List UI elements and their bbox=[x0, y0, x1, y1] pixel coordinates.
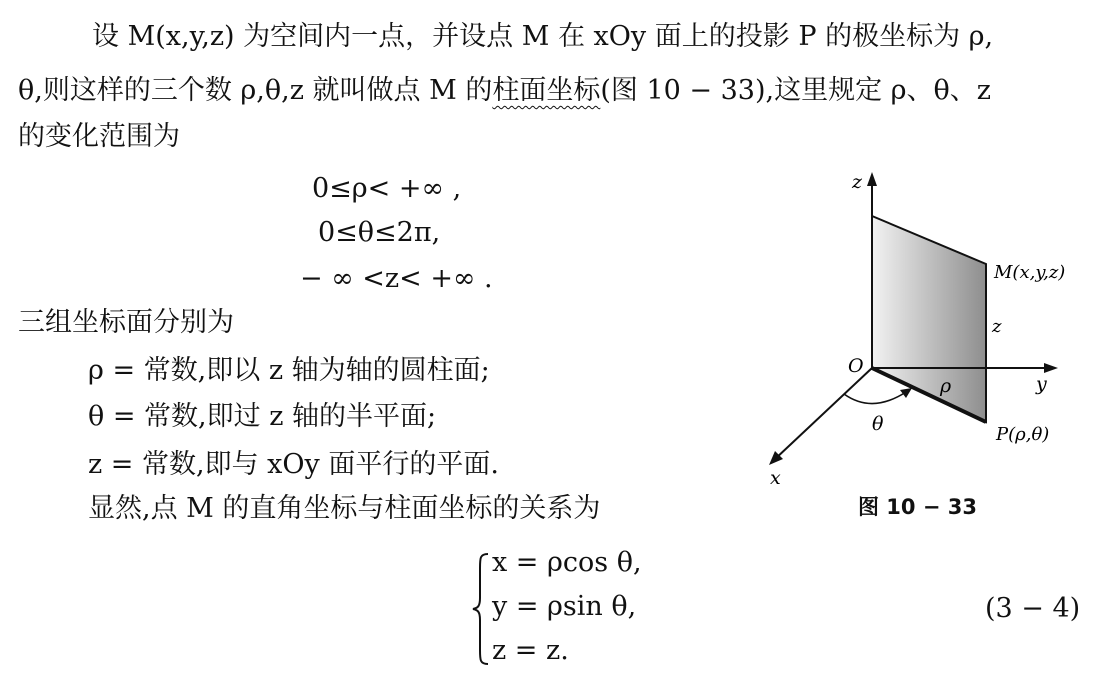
y-axis-arrow bbox=[1044, 363, 1058, 373]
y-axis-label: y bbox=[1036, 373, 1047, 395]
theta-arc bbox=[844, 392, 906, 404]
equation-number: (3 − 4) bbox=[985, 593, 1081, 624]
rho-label: ρ bbox=[940, 375, 952, 397]
point-M-label: M(x,y,z) bbox=[994, 262, 1066, 283]
equation-z: z = z. bbox=[492, 635, 569, 666]
paragraph1-line2 bbox=[18, 76, 991, 106]
theta-arc-arrow bbox=[900, 388, 912, 398]
half-plane bbox=[872, 216, 986, 422]
relation-intro: 显然,点 M 的直角坐标与柱面坐标的关系为 bbox=[88, 493, 601, 524]
equation-y: y = ρsin θ, bbox=[492, 591, 637, 622]
z-axis-label: z bbox=[852, 171, 863, 193]
figure-caption: 图 10 − 33 bbox=[858, 495, 977, 519]
coord-surface-rho: ρ = 常数,即以 z 轴为轴的圆柱面; bbox=[88, 355, 490, 386]
paragraph1-line1: 设 M(x,y,z) 为空间内一点，并设点 M 在 xOy 面上的投影 P 的极坐标为 ρ, bbox=[92, 21, 994, 52]
coord-surfaces-intro: 三组坐标面分别为 bbox=[18, 307, 234, 338]
origin-label: O bbox=[848, 355, 864, 377]
range-theta: 0≤θ≤2π, bbox=[318, 217, 441, 248]
range-rho: 0≤ρ< +∞ , bbox=[312, 173, 462, 204]
paragraph1-line3: 的变化范围为 bbox=[18, 121, 180, 152]
x-axis bbox=[774, 368, 872, 460]
left-brace bbox=[470, 550, 494, 668]
x-axis-label: x bbox=[770, 467, 781, 489]
z-axis-arrow bbox=[867, 172, 877, 186]
point-P-label: P(ρ,θ) bbox=[996, 424, 1050, 445]
figure-cylindrical-coordinates bbox=[740, 160, 1110, 490]
theta-label: θ bbox=[872, 413, 884, 435]
paragraph1-line2-after: (图 10 − 33),这里规定 ρ、θ、z bbox=[600, 75, 992, 106]
range-z: − ∞ <z< +∞ . bbox=[300, 263, 493, 294]
cylindrical-coordinates-term: 柱面坐标 bbox=[492, 75, 601, 106]
z-edge-label: z bbox=[992, 316, 1002, 337]
equation-x: x = ρcos θ, bbox=[492, 547, 642, 578]
paragraph1-line2-before: θ,则这样的三个数 ρ,θ,z 就叫做点 M 的 bbox=[18, 75, 493, 106]
coord-surface-z: z = 常数,即与 xOy 面平行的平面. bbox=[88, 449, 499, 480]
coord-surface-theta: θ = 常数,即过 z 轴的半平面; bbox=[88, 401, 437, 432]
